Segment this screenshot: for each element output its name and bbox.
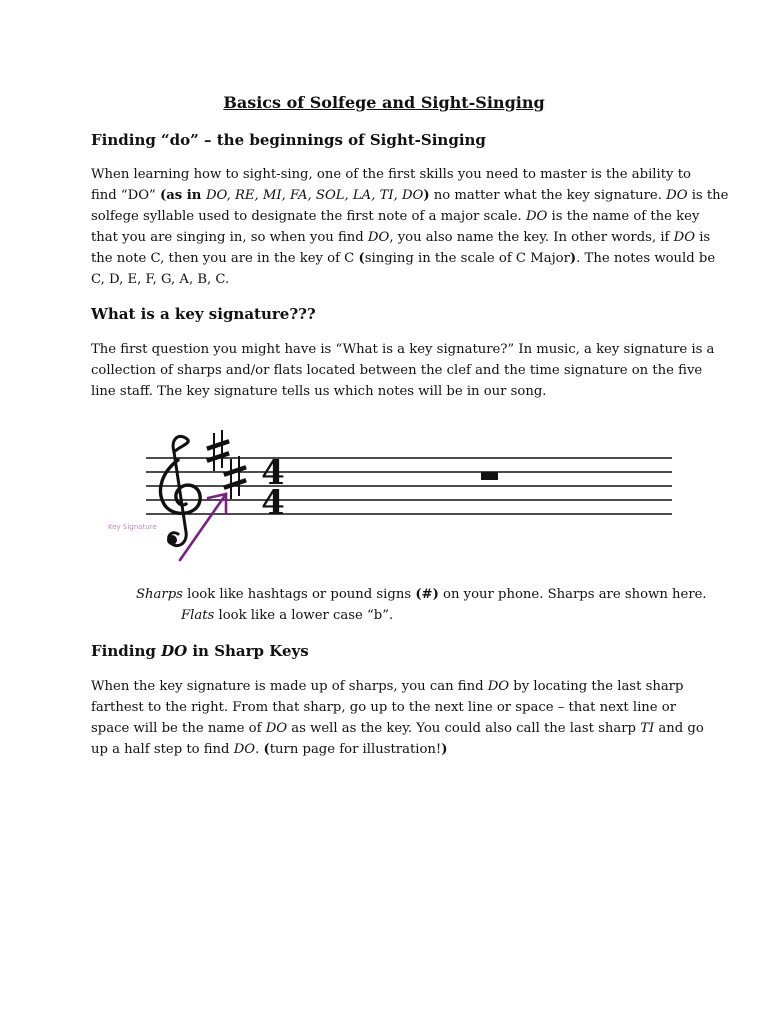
- text-run-bold: (: [358, 251, 365, 266]
- text-run-bold: ): [569, 251, 577, 266]
- text-run: as well as the key. You could also call the last sharp: [287, 721, 641, 736]
- paragraph-key-signature: [91, 339, 715, 402]
- text-line: farthest to the right. From that sharp, go up to the next line or space – that next line or: [91, 700, 677, 715]
- text-run: turn page for illustration!: [269, 742, 442, 757]
- text-run: up a half step to find: [91, 742, 234, 757]
- text-run: that you are singing in, so when you find: [91, 230, 368, 245]
- text-line: The first question you might have is “What is a key signature?” In music, a key signature is a: [91, 342, 715, 357]
- text-run-bold: (#): [415, 587, 439, 602]
- text-run: by locating the last sharp: [509, 679, 684, 694]
- treble-clef-icon: [160, 436, 200, 545]
- text-line: collection of sharps and/or flats located between the clef and the time signature on the five: [91, 363, 703, 378]
- sharp-sign-icon: [209, 431, 227, 470]
- time-signature-top: 4: [261, 453, 285, 493]
- text-run: is: [695, 230, 711, 245]
- text-run: Finding: [91, 642, 162, 660]
- time-signature-bottom: 4: [261, 483, 285, 523]
- paragraph-sharp-keys: [91, 676, 704, 760]
- text-run: find “DO”: [91, 188, 160, 203]
- text-run-italic: DO: [487, 679, 510, 694]
- text-run-italic: Sharps: [136, 587, 183, 602]
- text-line: C, D, E, F, G, A, B, C.: [91, 272, 230, 287]
- text-run: is the: [687, 188, 729, 203]
- text-run-bold: ): [441, 742, 448, 757]
- text-run: solfege syllable used to designate the first note of a major scale.: [91, 209, 526, 224]
- text-run-italic: DO: [233, 742, 256, 757]
- text-run-italic: DO: [265, 721, 288, 736]
- text-run: space will be the name of: [91, 721, 266, 736]
- section-heading-finding-do: Finding “do” – the beginnings of Sight-Singing: [91, 131, 486, 149]
- paragraph-finding-do: [91, 164, 729, 290]
- text-run-italic: DO: [161, 642, 188, 660]
- text-run: .: [255, 742, 264, 757]
- staff-figure: [100, 420, 680, 570]
- text-run: When the key signature is made up of sharps, you can find: [91, 679, 488, 694]
- text-run-bold: ): [423, 188, 430, 203]
- text-line: When learning how to sight-sing, one of the first skills you need to master is the ability to: [91, 167, 691, 182]
- text-run-italic: Flats: [181, 608, 215, 623]
- figure-caption-line-1: [136, 587, 707, 602]
- sharp-sign-icon: [226, 457, 244, 498]
- text-run: look like a lower case “b”.: [214, 608, 394, 623]
- text-run: is the name of the key: [547, 209, 700, 224]
- text-run: on your phone. Sharps are shown here.: [438, 587, 707, 602]
- text-run: in Sharp Keys: [187, 642, 309, 660]
- text-run-italic: TI: [640, 721, 655, 736]
- text-run: singing in the scale of C Major: [364, 251, 570, 266]
- text-run: no matter what the key signature.: [429, 188, 667, 203]
- text-run-italic: DO, RE, MI, FA, SOL, LA, TI, DO: [205, 188, 424, 203]
- figure-caption-line-2: [181, 608, 393, 623]
- text-run-italic: DO: [525, 209, 548, 224]
- section-heading-key-signature: What is a key signature???: [91, 305, 316, 323]
- text-run-bold: (: [263, 742, 270, 757]
- text-run-italic: DO: [367, 230, 390, 245]
- document-title: Basics of Solfege and Sight-Singing: [223, 93, 545, 112]
- text-run: . The notes would be: [576, 251, 716, 266]
- text-run-italic: DO: [666, 188, 688, 203]
- text-run-bold: (as in: [159, 188, 206, 203]
- text-run: the note C, then you are in the key of C: [91, 251, 359, 266]
- section-heading-sharp-keys: [91, 642, 309, 660]
- key-signature-label: Key Signature: [108, 523, 157, 531]
- whole-rest-icon: [481, 472, 498, 480]
- text-run: , you also name the key. In other words, if: [389, 230, 674, 245]
- text-run-italic: DO: [673, 230, 696, 245]
- text-run: and go: [654, 721, 704, 736]
- text-line: line staff. The key signature tells us which notes will be in our song.: [91, 384, 547, 399]
- text-run: look like hashtags or pound signs: [182, 587, 416, 602]
